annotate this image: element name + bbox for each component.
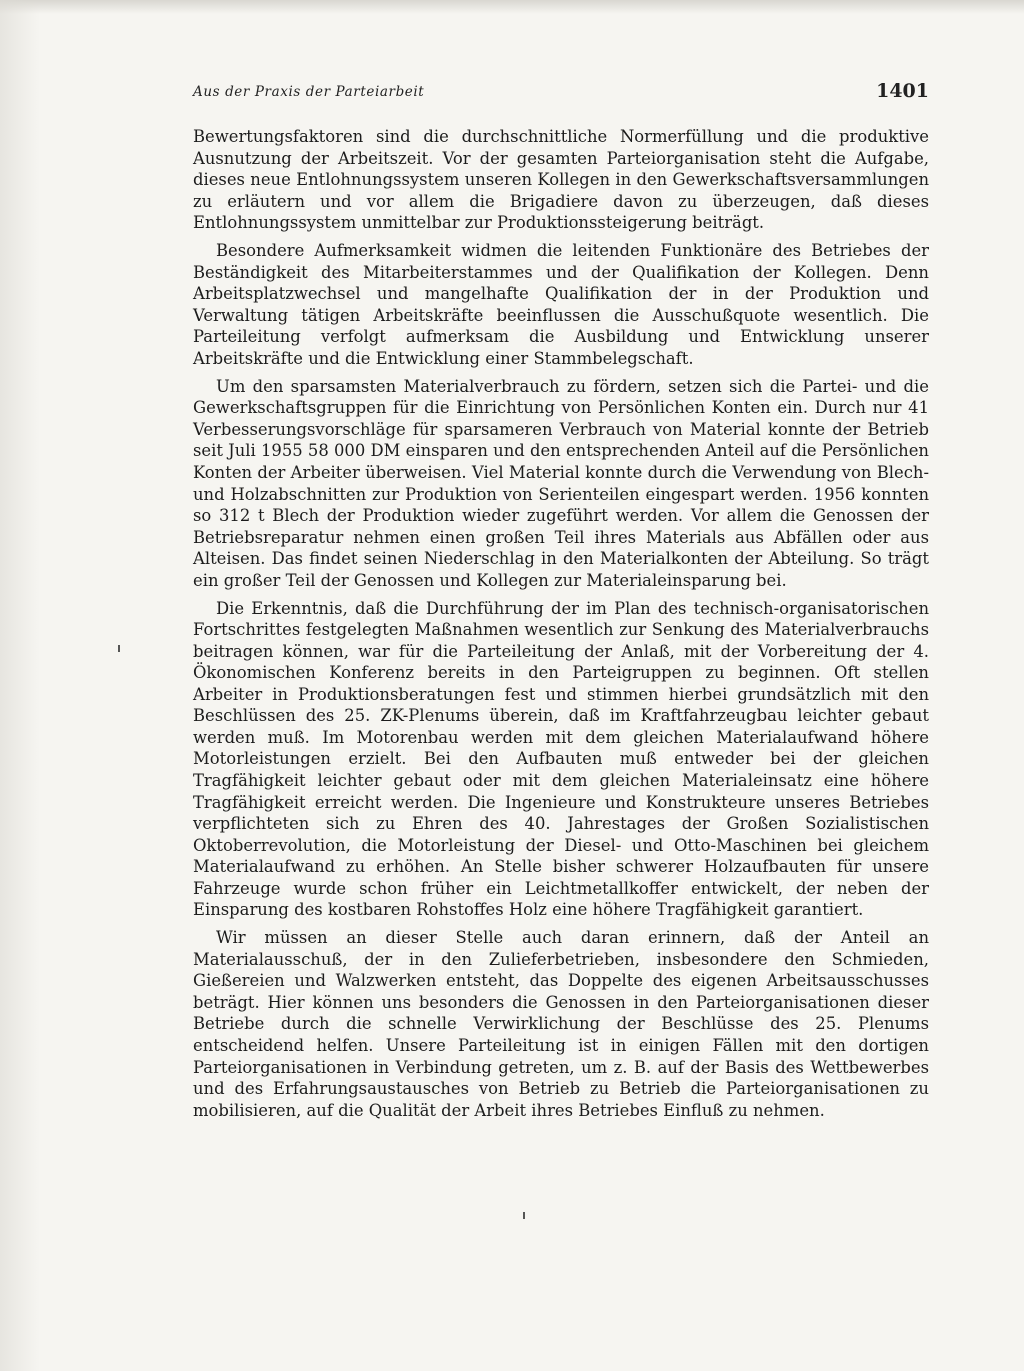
paragraph-5: Wir müssen an dieser Stelle auch daran erinnern, daß der Anteil an Materialausschuß, der in den Zulieferbetrieben, insbesondere den Schmieden, Gießereien und Walzwerken entsteht, das Doppelte des eigenen Arbeitsausschusses beträgt. Hier können uns besonders die Genossen in den Parteiorganisationen dieser Betriebe durch die schnelle Verwirklichung der Beschlüsse des 25. Plenums entscheidend helfen. Unsere Parteileitung ist in einigen Fällen mit den dortigen Parteiorganisationen in Verbindung getreten, um z. B. auf der Basis des Wettbewerbes und des Erfahrungsaustausches von Betrieb zu Betrieb die Parteiorganisationen zu mobilisieren, auf die Qualität der Arbeit ihres Betriebes Einfluß zu nehmen. [193, 928, 929, 1120]
scan-edge-left [0, 0, 40, 1371]
page-number: 1401 [876, 80, 929, 102]
page-header [193, 80, 929, 110]
running-head: Aus der Praxis der Parteiarbeit [193, 84, 425, 100]
scan-speck [523, 1212, 525, 1219]
body-text [193, 126, 929, 1128]
paragraph-1: Bewertungsfaktoren sind die durchschnittliche Normerfüllung und die produktive Ausnutzung der Arbeitszeit. Vor der gesamten Parteiorganisation steht die Aufgabe, dieses neue Entlohnungssystem unseren Kollegen in den Gewerkschaftsversammlungen zu erläutern und vor allem die Brigadiere davon zu überzeugen, daß dieses Entlohnungssystem unmittelbar zur Produktionssteigerung beiträgt. [193, 127, 929, 233]
paragraph-4: Die Erkenntnis, daß die Durchführung der im Plan des technisch-organisatorischen Fortschrittes festgelegten Maßnahmen wesentlich zur Senkung des Materialverbrauchs beitragen können, war für die Parteileitung der Anlaß, mit der Vorbereitung der 4. Ökonomischen Konferenz bereits in den Parteigruppen zu beginnen. Oft stellen Arbeiter in Produktionsberatungen fest und stimmen hierbei grundsätzlich mit den Beschlüssen des 25. ZK-Plenums überein, daß im Kraftfahrzeugbau leichter gebaut werden muß. Im Motorenbau werden mit dem gleichen Materialaufwand höhere Motorleistungen erzielt. Bei den Aufbauten muß entweder bei der gleichen Tragfähigkeit leichter gebaut oder mit dem gleichen Materialeinsatz eine höhere Tragfähigkeit erreicht werden. Die Ingenieure und Konstrukteure unseres Betriebes verpflichteten sich zu Ehren des 40. Jahrestages der Großen Sozialistischen Oktoberrevolution, die Motorleistung der Diesel- und Otto-Maschinen bei gleichem Materialaufwand zu erhöhen. An Stelle bisher schwerer Holzaufbauten für unsere Fahrzeuge wurde schon früher ein Leichtmetallkoffer entwickelt, der neben der Einsparung des kostbaren Rohstoffes Holz eine höhere Tragfähigkeit garantiert. [193, 598, 929, 920]
scan-edge-top [0, 0, 1024, 14]
paragraph-3: Um den sparsamsten Materialverbrauch zu fördern, setzen sich die Partei- und die Gewerkschaftsgruppen für die Einrichtung von Persönlichen Konten ein. Durch nur 41 Verbesserungsvorschläge für sparsameren Verbrauch von Material konnte der Betrieb seit Juli 1955 58 000 DM einsparen und den entsprechenden Anteil auf die Persönlichen Konten der Arbeiter überweisen. Viel Material konnte durch die Verwendung von Blech- und Holzabschnitten zur Produktion von Serienteilen eingespart werden. 1956 konnten so 312 t Blech der Produktion wieder zugeführt werden. Vor allem die Genossen der Betriebsreparatur nehmen einen großen Teil ihres Materials aus Abfällen oder aus Alteisen. Das findet seinen Niederschlag in den Materialkonten der Abteilung. So trägt ein großer Teil der Genossen und Kollegen zur Materialeinsparung bei. [193, 376, 929, 590]
paragraph-2: Besondere Aufmerksamkeit widmen die leitenden Funktionäre des Betriebes der Beständigkeit des Mitarbeiterstammes und der Qualifikation der Kollegen. Denn Arbeitsplatzwechsel und mangelhafte Qualifikation der in der Produktion und Verwaltung tätigen Arbeitskräfte beeinflussen die Ausschußquote wesentlich. Die Parteileitung verfolgt aufmerksam die Ausbildung und Entwicklung unserer Arbeitskräfte und die Entwicklung einer Stammbelegschaft. [193, 241, 929, 368]
scan-speck [118, 645, 120, 652]
